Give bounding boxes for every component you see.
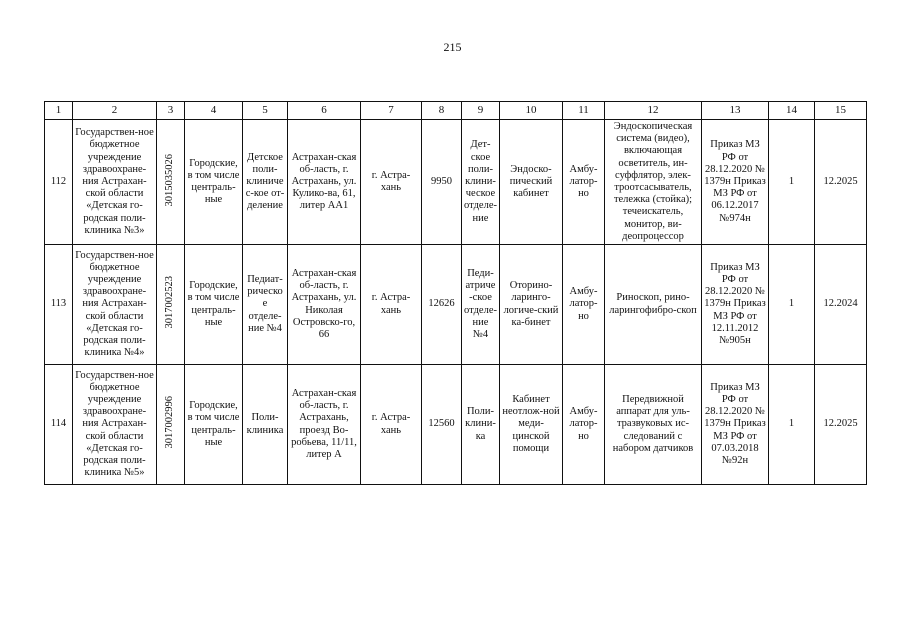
index-value: 9950 (422, 120, 462, 245)
column-header: 7 (361, 102, 422, 120)
city: г. Астра-хань (361, 120, 422, 245)
department: Поли-клиника (243, 365, 288, 485)
org-code: 3017002996 (164, 396, 176, 449)
column-header: 2 (73, 102, 157, 120)
order-reference: Приказ МЗ РФ от 28.12.2020 № 1379н Приказ МЗ РФ от 12.11.2012 №905н (702, 245, 769, 365)
department: Педиат-рическое отделе-ние №4 (243, 245, 288, 365)
table-row (45, 245, 867, 365)
column-header: 4 (185, 102, 243, 120)
column-header: 11 (563, 102, 605, 120)
city: г. Астра-хань (361, 245, 422, 365)
row-number: 113 (45, 245, 73, 365)
org-code: 3015035026 (164, 153, 176, 207)
row-number: 112 (45, 120, 73, 245)
due-date: 12.2025 (815, 120, 867, 245)
column-header: 3 (157, 102, 185, 120)
quantity: 1 (769, 245, 815, 365)
care-form: Амбу-латор-но (563, 365, 605, 485)
header-row (45, 102, 867, 120)
column-header: 14 (769, 102, 815, 120)
column-header: 15 (815, 102, 867, 120)
column-header: 5 (243, 102, 288, 120)
table-row (45, 365, 867, 485)
column-header: 9 (462, 102, 500, 120)
equipment: Риноскоп, рино-ларингофибро-скоп (605, 245, 702, 365)
org-code-cell (157, 365, 185, 485)
table-row (45, 120, 867, 245)
equipment: Передвижной аппарат для уль-тразвуковых ис-следований с набором датчиков (605, 365, 702, 485)
city: г. Астра-хань (361, 365, 422, 485)
organization-name: Государствен-ное бюджетное учреждение здравоохране-ния Астрахан-ской области «Детская го-родская поли-клиника №5» (73, 365, 157, 485)
column-header: 6 (288, 102, 361, 120)
address: Астрахан-ская об-ласть, г. Астрахань, ул. Кулико-ва, 61, литер АА1 (288, 120, 361, 245)
room: Кабинет неотлож-ной меди-цинской помощи (500, 365, 563, 485)
order-reference: Приказ МЗ РФ от 28.12.2020 № 1379н Приказ МЗ РФ от 06.12.2017 №974н (702, 120, 769, 245)
page-number: 215 (443, 40, 462, 54)
care-form: Амбу-латор-но (563, 120, 605, 245)
organization-name: Государствен-ное бюджетное учреждение здравоохране-ния Астрахан-ской области «Детская го-родская поли-клиника №4» (73, 245, 157, 365)
quantity: 1 (769, 365, 815, 485)
quantity: 1 (769, 120, 815, 245)
locality-type: Городские, в том числе централь-ные (185, 245, 243, 365)
column-header: 13 (702, 102, 769, 120)
index-value: 12560 (422, 365, 462, 485)
department: Детское поли-клиничес-кое от-деление (243, 120, 288, 245)
locality-type: Городские, в том числе централь-ные (185, 120, 243, 245)
structural-unit: Дет-ское поли-клини-ческое отделе-ние (462, 120, 500, 245)
index-value: 12626 (422, 245, 462, 365)
care-form: Амбу-латор-но (563, 245, 605, 365)
equipment: Эндоскопическая система (видео), включающая осветитель, ин-суффлятор, элек-троотсасыватель, тележка (стойка); течеискатель, монитор, ви-деопроцессор (605, 120, 702, 245)
column-header: 1 (45, 102, 73, 120)
room: Эндоско-пический кабинет (500, 120, 563, 245)
org-code-cell (157, 245, 185, 365)
registry-table (44, 101, 867, 485)
column-header: 8 (422, 102, 462, 120)
locality-type: Городские, в том числе централь-ные (185, 365, 243, 485)
column-header: 12 (605, 102, 702, 120)
org-code-cell (157, 120, 185, 245)
structural-unit: Педи-атриче-ское отделе-ние №4 (462, 245, 500, 365)
order-reference: Приказ МЗ РФ от 28.12.2020 № 1379н Приказ МЗ РФ от 07.03.2018 №92н (702, 365, 769, 485)
due-date: 12.2025 (815, 365, 867, 485)
row-number: 114 (45, 365, 73, 485)
address: Астрахан-ская об-ласть, г. Астрахань, ул. Николая Островско-го, 66 (288, 245, 361, 365)
organization-name: Государствен-ное бюджетное учреждение здравоохране-ния Астрахан-ской области «Детская го-родская поли-клиника №3» (73, 120, 157, 245)
structural-unit: Поли-клини-ка (462, 365, 500, 485)
room: Оторино-ларинго-логиче-ский ка-бинет (500, 245, 563, 365)
column-header: 10 (500, 102, 563, 120)
due-date: 12.2024 (815, 245, 867, 365)
org-code: 3017002523 (164, 276, 176, 329)
address: Астрахан-ская об-ласть, г. Астрахань, проезд Во-робьева, 11/11, литер А (288, 365, 361, 485)
